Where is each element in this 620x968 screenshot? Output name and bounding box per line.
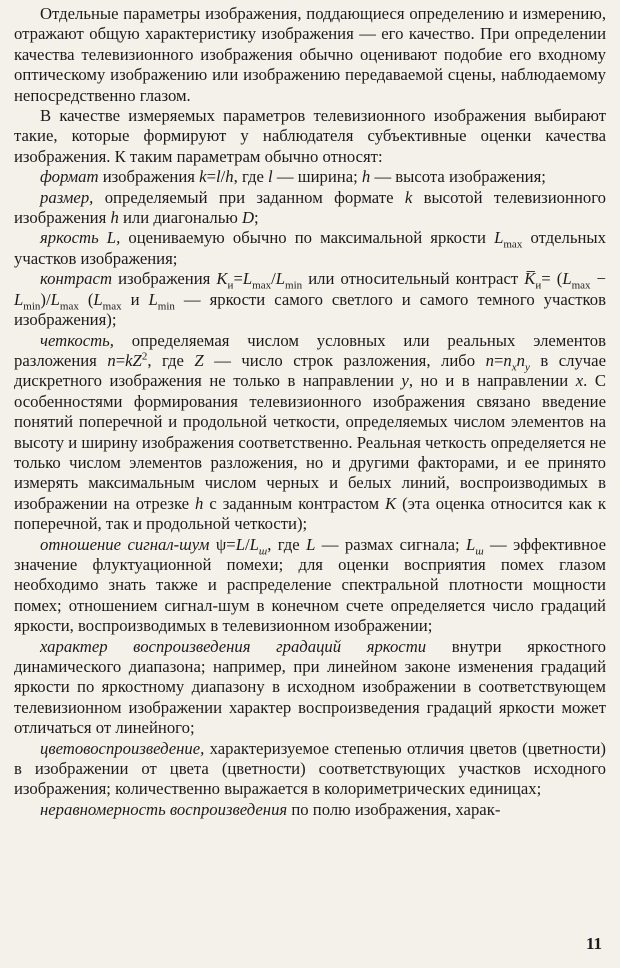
text-run: L (14, 289, 24, 309)
text-run: h (195, 493, 204, 513)
text-run: — яркости самого светлого и самого темного участков изображения); (14, 289, 606, 330)
text-run: y (524, 361, 530, 374)
text-run: внутри яркостного динамического диапазона; например, при линейном законе изменения градаций яркости по яркостному диапазону в исходном изображении в соответствующем телевизионном изображении характер воспроизведения градаций яркости может отличаться от линейного; (14, 636, 606, 738)
text-run: K (216, 269, 228, 289)
text-run: k (404, 187, 413, 207)
paragraph (14, 637, 606, 739)
text-run: отдельных участков изображения; (14, 228, 606, 268)
text-run: h (110, 208, 119, 228)
text-run: L (562, 269, 572, 289)
text-run: = (206, 167, 216, 187)
text-run: Отдельные параметры изображения, поддающиеся определению и измерению, отражают общую характеристику изображения — его качество. При определении качества телевизионного изображения обычно оценивают подобие его входному оптическому изображению или изображению передаваемой сцены, наблюдаемому непосредственно глазом. (14, 4, 606, 105)
body-text (14, 4, 606, 820)
text-run: max (252, 279, 272, 292)
paragraph (14, 269, 606, 330)
text-run: k (199, 167, 207, 187)
text-run: min (23, 300, 41, 313)
text-run: L (242, 269, 253, 289)
text-run: ш (258, 544, 268, 557)
text-run: в случае дискретного изображения не только в направлении (14, 350, 606, 391)
text-run: L (466, 534, 476, 554)
text-run: определяемая числом условных или реальных элементов разложения (14, 330, 606, 370)
text-run: )/ (40, 289, 51, 309)
text-run: Z (194, 350, 204, 370)
text-run: — число строк разложения, либо (203, 350, 486, 370)
text-run: / (271, 269, 276, 289)
text-run: формат (40, 167, 99, 187)
text-run: или диагональю (118, 208, 242, 228)
text-run: цветовоспроизведение, (40, 738, 205, 758)
text-run: = (115, 350, 126, 370)
text-run: , где (233, 167, 269, 187)
text-run: определяемый при заданном формате (93, 187, 405, 207)
paragraph (14, 331, 606, 535)
text-run: ш (475, 544, 484, 557)
paragraph (14, 739, 606, 800)
text-run: изображения (112, 269, 217, 289)
paragraph (14, 535, 606, 637)
text-run: K̅ (524, 269, 536, 289)
text-run: K (385, 493, 397, 513)
text-run: max (102, 300, 122, 313)
text-run: n (516, 350, 525, 370)
text-run: ( (78, 289, 94, 309)
paragraph (14, 800, 606, 820)
text-run: l (215, 167, 221, 187)
text-run: y (401, 371, 409, 391)
text-run: x (575, 371, 584, 391)
text-run: h (361, 167, 371, 187)
text-run: , где (267, 534, 307, 554)
text-run: . С особенностями формирования телевизионного изображения связано введение понятий поперечной и продольной четкости, определяемых числом элементов на высоту и ширину изображения соответственно. Реальная четкость определяется не только числом элементов разложения, но и другими факторами, и ее принято измерять максимальным числом черных и белых линий, воспроизводимых в изображении на отрезке (14, 371, 606, 513)
text-run: — высота изображения; (370, 167, 546, 187)
text-run: = (233, 269, 243, 289)
text-run: L (494, 228, 504, 248)
text-run: / (220, 167, 226, 187)
text-run: L (148, 289, 158, 309)
text-run: max (59, 300, 79, 313)
text-run: max (571, 279, 591, 292)
text-run: В качестве измеряемых параметров телевизионного изображения выбирают такие, которые формируют у наблюдателя субъективные оценки качества изображения. К таким параметрам обычно относят: (14, 106, 606, 166)
paragraph (14, 167, 606, 187)
text-run: L (93, 289, 103, 309)
text-run: n (503, 350, 512, 370)
text-run: , где (147, 350, 195, 370)
text-run: характер воспроизведения градаций яркости (40, 636, 427, 656)
text-run: L (306, 534, 316, 554)
text-run: ψ= (209, 534, 236, 554)
text-run: и (121, 289, 149, 309)
text-run: min (285, 279, 303, 292)
text-run: n (107, 350, 116, 370)
text-run: / (244, 534, 250, 554)
text-run: контраст (40, 269, 112, 289)
text-run: ; (254, 208, 259, 228)
text-run: min (157, 300, 175, 313)
text-run: n (485, 350, 494, 370)
text-run: оцениваемую обычно по максимальной яркости (120, 228, 495, 248)
text-run: — ширина; (272, 167, 362, 187)
text-run: L (50, 289, 60, 309)
text-run: 2 (141, 350, 148, 363)
text-run: изображения (98, 167, 200, 187)
text-run: = (493, 350, 504, 370)
paragraph (14, 4, 606, 106)
text-run: − (590, 269, 607, 289)
text-run: — эффективное значение флуктуационной помехи; для оценки восприятия помех глазом необходимо знать также и распределение спектральной плотности мощности помех; отношением сигнал-шум в конечном счете определяется число градаций яркости, воспроизводимых в телевизионном изображении; (14, 534, 607, 636)
text-run: max (503, 238, 523, 251)
text-run: L (275, 269, 286, 289)
text-run: (эта оценка относится как к поперечной, так и продольной четкости); (14, 493, 607, 534)
text-run: отношение сигнал-шум (40, 534, 210, 554)
text-run: x (511, 361, 517, 374)
text-run: L (249, 534, 259, 554)
text-run: L (235, 534, 245, 554)
paragraph (14, 106, 606, 167)
text-run: = ( (541, 269, 563, 289)
text-run: D (241, 208, 255, 228)
text-run: или относительный контраст (302, 269, 525, 289)
text-run: неравномерность воспроизведения (40, 799, 288, 819)
text-run: характеризуемое степенью отличия цветов (цветности) в изображении от цвета (цветности) соответствующих участков исходного изображения; количественно выражается в колориметрических единицах; (14, 738, 606, 799)
paragraph (14, 228, 606, 269)
text-run: с заданным контрастом (203, 493, 386, 513)
text-run: , но и в направлении (408, 371, 576, 391)
text-run: и (227, 279, 234, 292)
text-run: kZ (125, 350, 142, 370)
text-run: h (225, 167, 234, 187)
text-run: размер, (40, 187, 94, 207)
text-run: и (535, 279, 542, 292)
text-run: четкость, (40, 330, 114, 350)
text-run: высотой телевизионного изображения (14, 187, 606, 228)
text-run: по полю изображения, харак- (287, 799, 501, 819)
paragraph (14, 188, 606, 229)
text-run: l (268, 167, 273, 187)
text-run: яркость L, (40, 228, 121, 248)
page-number: 11 (585, 934, 602, 953)
text-run: — размах сигнала; (315, 534, 467, 554)
